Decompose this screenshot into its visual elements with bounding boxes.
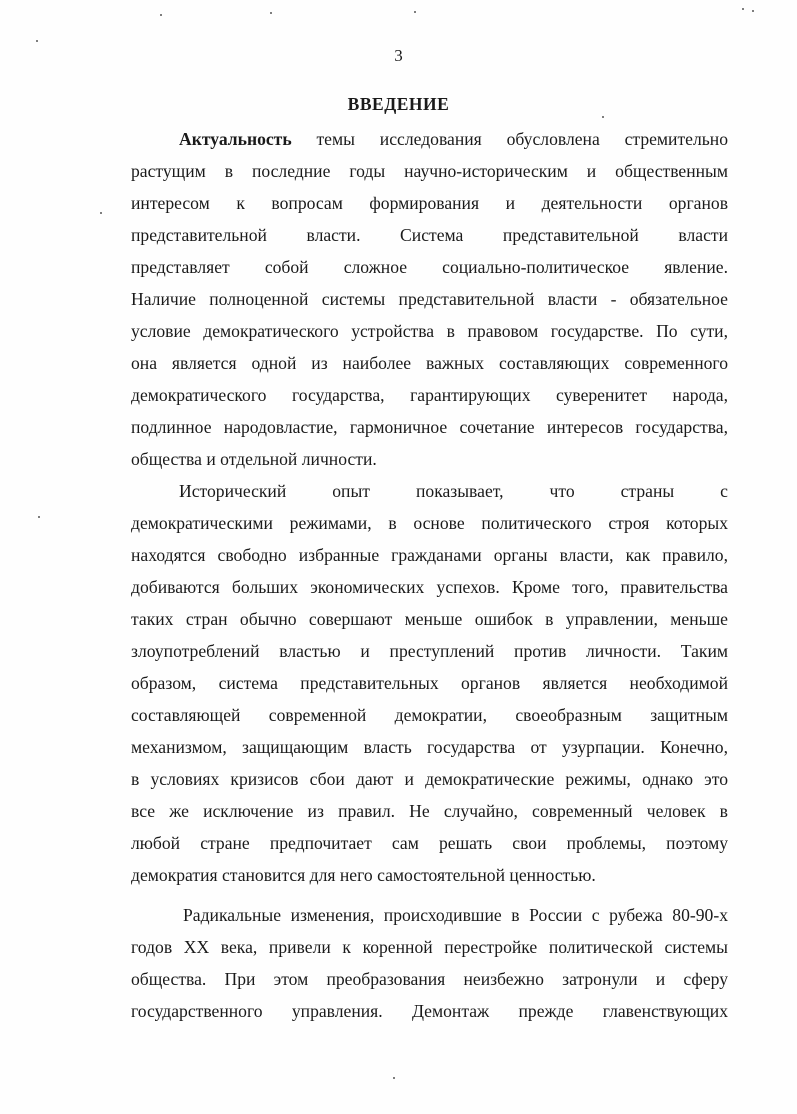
paragraph-line: Актуальность темы исследования обусловлена стремительно xyxy=(179,129,728,149)
paragraph-line: общества. При этом преобразования неизбежно затронули и сферу xyxy=(131,969,728,989)
paragraph-line: представляет собой сложное социально-политическое явление. xyxy=(131,257,728,277)
paragraph-line: Исторический опыт показывает, что страны с xyxy=(179,481,728,501)
paragraph-line: любой стране предпочитает сам решать свои проблемы, поэтому xyxy=(131,833,728,853)
scan-speck xyxy=(100,212,102,214)
paragraph-line: Радикальные изменения, происходившие в России с рубежа 80-90-х xyxy=(183,905,728,925)
scan-speck xyxy=(38,516,40,518)
paragraph-line: представительной власти. Система представительной власти xyxy=(131,225,728,245)
paragraph-line: демократия становится для него самостоятельной ценностью. xyxy=(131,865,596,885)
paragraph-line: таких стран обычно совершают меньше ошибок в управлении, меньше xyxy=(131,609,728,629)
scan-speck xyxy=(602,116,604,118)
paragraph-line: находятся свободно избранные гражданами органы власти, как правило, xyxy=(131,545,728,565)
paragraph-line: общества и отдельной личности. xyxy=(131,449,377,469)
body-text xyxy=(131,123,728,1027)
paragraph-line: государственного управления. Демонтаж прежде главенствующих xyxy=(131,1001,728,1021)
paragraph-line: образом, система представительных органов является необходимой xyxy=(131,673,728,693)
scan-speck xyxy=(393,1077,395,1079)
paragraph-line: она является одной из наиболее важных составляющих современного xyxy=(131,353,728,373)
paragraph-line: в условиях кризисов сбои дают и демократические режимы, однако это xyxy=(131,769,728,789)
section-heading: ВВЕДЕНИЕ xyxy=(347,94,450,114)
paragraph-line: демократическими режимами, в основе политического строя которых xyxy=(131,513,728,533)
paragraph-line: растущим в последние годы научно-историческим и общественным xyxy=(131,161,728,181)
paragraph-line: добиваются больших экономических успехов. Кроме того, правительства xyxy=(131,577,728,597)
scan-speck xyxy=(752,10,754,12)
scan-speck xyxy=(160,14,162,16)
paragraph-line: демократического государства, гарантирующих суверенитет народа, xyxy=(131,385,728,405)
bold-lead: Актуальность xyxy=(179,129,292,149)
paragraph-line: механизмом, защищающим власть государства от узурпации. Конечно, xyxy=(131,737,728,757)
paragraph-line: интересом к вопросам формирования и деятельности органов xyxy=(131,193,728,213)
scan-speck xyxy=(742,8,744,10)
paragraph-line: все же исключение из правил. Не случайно, современный человек в xyxy=(131,801,728,821)
scan-speck xyxy=(36,40,38,42)
page-number: 3 xyxy=(394,46,403,65)
scan-speck xyxy=(270,12,272,14)
paragraph-line: условие демократического устройства в правовом государстве. По сути, xyxy=(131,321,728,341)
paragraph-line: составляющей современной демократии, своеобразным защитным xyxy=(131,705,728,725)
paragraph-line: годов XX века, привели к коренной перестройке политической системы xyxy=(131,937,728,957)
scan-speck xyxy=(414,11,416,13)
paragraph-line: подлинное народовластие, гармоничное сочетание интересов государства, xyxy=(131,417,728,437)
paragraph-line: злоупотреблений властью и преступлений против личности. Таким xyxy=(131,641,728,661)
paragraph-line: Наличие полноценной системы представительной власти - обязательное xyxy=(131,289,728,309)
